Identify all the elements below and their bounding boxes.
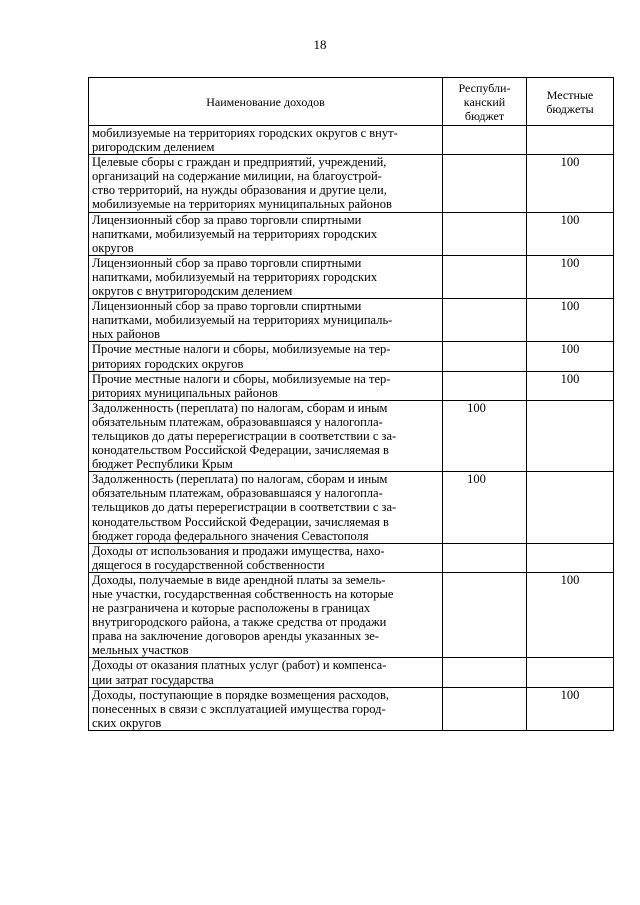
header-republican-line: бюджет xyxy=(464,108,505,123)
income-name-line: конодательством Российской Федерации, зачисляемая в xyxy=(92,443,389,458)
republican-budget-cell xyxy=(443,255,527,298)
local-budgets-cell: 100 xyxy=(527,572,614,658)
income-name-line: риториях муниципальных районов xyxy=(92,385,278,400)
table-row xyxy=(89,687,614,730)
income-name-line: понесенных в связи с эксплуатацией имущества город- xyxy=(92,701,386,716)
income-name-line: округов xyxy=(92,240,134,255)
income-name-cell xyxy=(89,299,443,342)
local-budgets-cell xyxy=(527,126,614,155)
republican-budget-cell xyxy=(443,658,527,687)
table-row xyxy=(89,472,614,543)
local-budgets-cell xyxy=(527,658,614,687)
income-name-line: Доходы, получаемые в виде арендной платы за земель- xyxy=(92,572,386,587)
income-name-line: ции затрат государства xyxy=(92,672,214,687)
income-name-cell xyxy=(89,658,443,687)
table-header-row xyxy=(89,78,614,126)
local-budgets-cell: 100 xyxy=(527,212,614,255)
income-name-cell xyxy=(89,543,443,572)
income-name-cell xyxy=(89,400,443,471)
income-name-line: конодательством Российской Федерации, зачисляемая в xyxy=(92,514,389,529)
local-budgets-cell: 100 xyxy=(527,342,614,371)
income-name-line: внутригородского района, а также средства от продажи xyxy=(92,615,387,630)
income-name-line: обязательным платежам, образовавшаяся у налогопла- xyxy=(92,486,383,501)
income-name-line: мобилизуемые на территориях городских округов с внут- xyxy=(92,126,398,140)
republican-budget-cell xyxy=(443,126,527,155)
income-name-cell xyxy=(89,342,443,371)
table-row xyxy=(89,371,614,400)
income-name-line: тельщиков до даты перерегистрации в соответствии с за- xyxy=(92,428,397,443)
local-budgets-cell: 100 xyxy=(527,687,614,730)
header-local-line: Местные xyxy=(546,87,594,102)
header-local-line: бюджеты xyxy=(546,101,594,116)
page-number: 18 xyxy=(313,37,327,52)
header-republican-line: канский xyxy=(463,94,506,109)
republican-budget-cell xyxy=(443,687,527,730)
income-distribution-table xyxy=(88,77,614,731)
income-name-line: Задолженность (переплата) по налогам, сборам и иным xyxy=(92,472,388,487)
header-income-name: Наименование доходов xyxy=(89,78,443,126)
republican-budget-cell xyxy=(443,342,527,371)
income-name-line: организаций на содержание милиции, на благоустрой- xyxy=(92,169,382,184)
local-budgets-cell xyxy=(527,472,614,543)
income-name-line: ство территорий, на нужды образования и другие цели, xyxy=(92,183,387,198)
income-name-cell xyxy=(89,255,443,298)
local-budgets-cell: 100 xyxy=(527,255,614,298)
table-row xyxy=(89,400,614,471)
income-name-line: бюджет города федерального значения Севастополя xyxy=(92,528,369,543)
table-row xyxy=(89,155,614,212)
table-row xyxy=(89,255,614,298)
income-name-line: Лицензионный сбор за право торговли спиртными xyxy=(92,255,362,270)
income-name-line: риториях городских округов xyxy=(92,356,244,371)
income-name-line: Задолженность (переплата) по налогам, сборам и иным xyxy=(92,400,388,415)
income-name-line: Доходы, поступающие в порядке возмещения расходов, xyxy=(92,687,390,702)
income-name-cell xyxy=(89,212,443,255)
income-name-line: тельщиков до даты перерегистрации в соответствии с за- xyxy=(92,500,397,515)
table-row xyxy=(89,212,614,255)
income-name-line: права на заключение договоров аренды указанных зе- xyxy=(92,629,379,644)
income-name-line: мобилизуемые на территориях муниципальных районов xyxy=(92,197,392,212)
republican-budget-cell xyxy=(443,299,527,342)
republican-budget-cell xyxy=(443,212,527,255)
income-name-cell xyxy=(89,572,443,658)
header-republican-budget xyxy=(443,78,527,126)
table-row xyxy=(89,342,614,371)
income-name-line: напитками, мобилизуемый на территориях городских xyxy=(92,226,378,241)
republican-budget-cell xyxy=(443,543,527,572)
income-name-cell xyxy=(89,371,443,400)
income-name-cell xyxy=(89,472,443,543)
income-name-line: обязательным платежам, образовавшаяся у налогопла- xyxy=(92,414,383,429)
income-name-line: Лицензионный сбор за право торговли спиртными xyxy=(92,212,362,227)
header-local-budgets xyxy=(527,78,614,126)
republican-budget-cell: 100 xyxy=(443,472,527,543)
income-name-cell xyxy=(89,155,443,212)
income-name-cell xyxy=(89,687,443,730)
income-name-line: Целевые сборы с граждан и предприятий, учреждений, xyxy=(92,155,387,170)
income-name-line: ных районов xyxy=(92,327,161,342)
table-row xyxy=(89,543,614,572)
income-name-line: мельных участков xyxy=(92,643,189,658)
table-row xyxy=(89,572,614,658)
income-name-line: округов с внутригородским делением xyxy=(92,284,293,299)
local-budgets-cell: 100 xyxy=(527,155,614,212)
income-name-line: напитками, мобилизуемый на территориях муниципаль- xyxy=(92,313,393,328)
income-name-line: Прочие местные налоги и сборы, мобилизуемые на тер- xyxy=(92,342,391,357)
local-budgets-cell: 100 xyxy=(527,371,614,400)
republican-budget-cell xyxy=(443,371,527,400)
income-name-line: Доходы от оказания платных услуг (работ) и компенса- xyxy=(92,658,387,673)
income-name-line: Лицензионный сбор за право торговли спиртными xyxy=(92,299,362,314)
income-name-line: не разграничена и которые расположены в границах xyxy=(92,601,371,616)
local-budgets-cell: 100 xyxy=(527,299,614,342)
income-name-cell xyxy=(89,126,443,155)
income-name-line: Доходы от использования и продажи имущества, нахо- xyxy=(92,543,385,558)
table-row xyxy=(89,299,614,342)
income-name-line: ских округов xyxy=(92,715,162,730)
income-name-line: напитками, мобилизуемый на территориях городских xyxy=(92,269,378,284)
republican-budget-cell xyxy=(443,155,527,212)
local-budgets-cell xyxy=(527,400,614,471)
table-row xyxy=(89,658,614,687)
table-row xyxy=(89,126,614,155)
income-name-line: ригородским делением xyxy=(92,140,215,155)
income-name-line: Прочие местные налоги и сборы, мобилизуемые на тер- xyxy=(92,371,391,386)
republican-budget-cell xyxy=(443,572,527,658)
income-name-line: ные участки, государственная собственность на которые xyxy=(92,587,394,601)
income-name-line: бюджет Республики Крым xyxy=(92,457,233,472)
local-budgets-cell xyxy=(527,543,614,572)
header-republican-line: Республи- xyxy=(458,80,511,95)
income-name-line: дящегося в государственной собственности xyxy=(92,557,325,572)
republican-budget-cell: 100 xyxy=(443,400,527,471)
